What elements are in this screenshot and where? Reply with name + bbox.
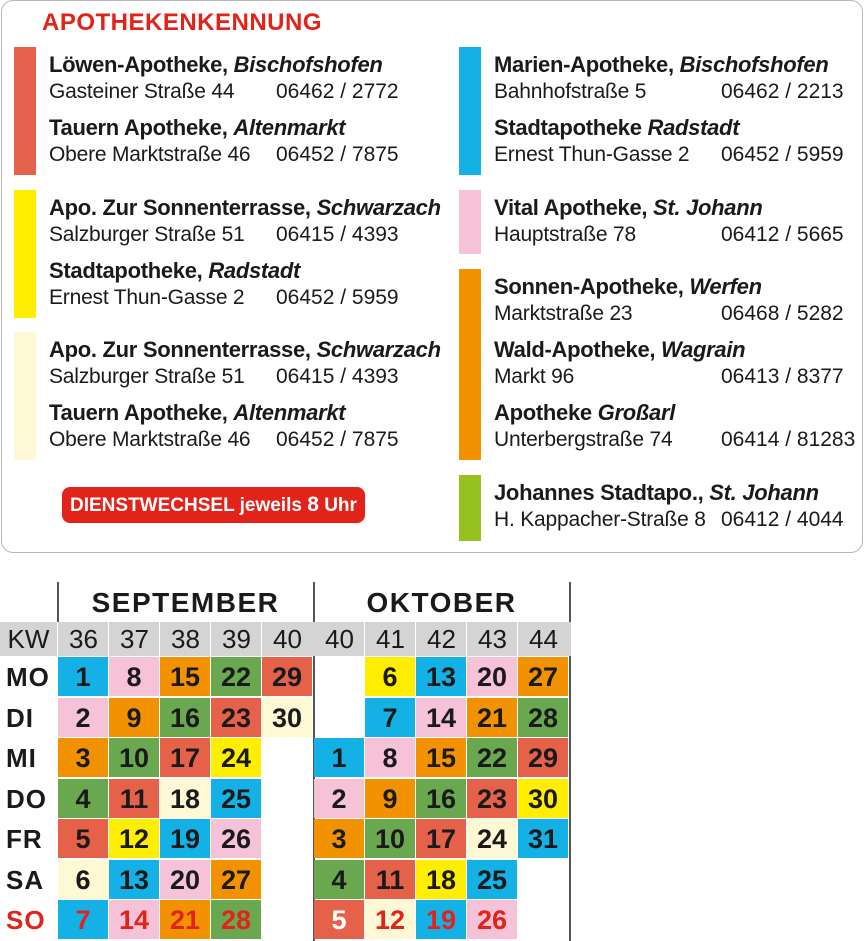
calendar-day-cell: 22: [467, 738, 517, 777]
calendar-day-cell: 12: [365, 900, 415, 939]
pharmacy-name-text: Löwen-Apotheke,: [49, 52, 228, 77]
calendar-day-cell: 23: [211, 698, 261, 737]
calendar-day-cell: 25: [467, 860, 517, 899]
calendar-day-cell: 8: [109, 657, 159, 696]
legend-group-cream: [14, 332, 441, 460]
pharmacy-town: Werfen: [689, 274, 762, 299]
week-separator: [108, 622, 109, 656]
calendar-day-cell: 4: [314, 860, 364, 899]
pharmacy-town: Altenmarkt: [233, 115, 346, 140]
pharmacy-name: [494, 52, 865, 78]
weekday-label: FR: [6, 824, 43, 854]
color-swatch-yellow: [14, 190, 36, 318]
calendar-day-cell: 22: [211, 657, 261, 696]
pharmacy-address: Hauptstraße 78: [494, 223, 636, 246]
color-swatch-orange: [459, 269, 481, 460]
badge-hour: 8: [307, 493, 319, 516]
color-swatch-blue: [459, 47, 481, 175]
pharmacy-name-text: Stadtapotheke,: [49, 258, 203, 283]
pharmacy-name: [494, 274, 865, 300]
calendar-day-cell: 29: [262, 657, 312, 696]
pharmacy-entry: [49, 115, 439, 169]
calendar-day-cell: 13: [109, 860, 159, 899]
calendar-day-cell: 31: [518, 819, 568, 858]
week-separator: [210, 622, 211, 656]
legend-group-orange: [459, 269, 865, 460]
calendar-day-cell: 14: [109, 900, 159, 939]
week-number: 40: [325, 624, 354, 654]
pharmacy-name-text: Tauern Apotheke,: [49, 115, 228, 140]
calendar-day-cell: 9: [109, 698, 159, 737]
pharmacy-name-text: Vital Apotheke,: [494, 195, 648, 220]
pharmacy-entry: [494, 52, 865, 106]
pharmacy-town: Bischofshofen: [233, 52, 383, 77]
pharmacy-phone: 06413 / 8377: [721, 365, 844, 388]
calendar-day-cell: 1: [58, 657, 108, 696]
weekday-label: SA: [6, 864, 45, 895]
calendar-day-cell: 30: [262, 698, 312, 737]
pharmacy-entry: [494, 337, 865, 391]
calendar-day-cell: 2: [58, 698, 108, 737]
pharmacy-town: Schwarzach: [316, 195, 441, 220]
pharmacy-town: Schwarzach: [316, 337, 441, 362]
calendar-day-cell: 28: [518, 698, 568, 737]
pharmacy-entry: [494, 480, 865, 534]
calendar-day-cell: 20: [160, 860, 210, 899]
color-swatch-cream: [14, 332, 36, 460]
week-number: 44: [529, 624, 558, 654]
pharmacy-phone: 06452 / 7875: [276, 428, 399, 451]
calendar-day-cell: 12: [109, 819, 159, 858]
calendar-day-cell: 26: [467, 900, 517, 939]
calendar-day-cell: 18: [416, 860, 466, 899]
calendar-day-cell: 29: [518, 738, 568, 777]
pharmacy-name: [49, 400, 439, 426]
calendar-day-cell: 26: [211, 819, 261, 858]
color-swatch-red: [14, 47, 36, 175]
pharmacy-entry: [49, 258, 439, 312]
pharmacy-address: Gasteiner Straße 44: [49, 80, 235, 103]
calendar-day-cell: 3: [314, 819, 364, 858]
kw-label: KW: [7, 624, 50, 654]
week-separator: [466, 622, 467, 656]
pharmacy-address: Bahnhofstraße 5: [494, 80, 647, 103]
pharmacy-name-text: Apo. Zur Sonnenterrasse,: [49, 337, 311, 362]
week-number: 41: [376, 624, 405, 654]
calendar-day-cell: 3: [58, 738, 108, 777]
calendar-day-cell: 8: [365, 738, 415, 777]
pharmacy-phone: 06412 / 5665: [721, 223, 844, 246]
pharmacy-name-text: Apo. Zur Sonnenterrasse,: [49, 195, 311, 220]
weekday-label: MI: [6, 743, 37, 773]
pharmacy-name: [49, 258, 439, 284]
legend-card: [1, 0, 863, 553]
pharmacy-name: [49, 52, 439, 78]
pharmacy-name-text: Sonnen-Apotheke,: [494, 274, 684, 299]
calendar-day-cell: 11: [365, 860, 415, 899]
legend-group-green: [459, 475, 865, 541]
pharmacy-phone: 06414 / 81283: [721, 428, 856, 451]
pharmacy-address: Ernest Thun-Gasse 2: [494, 143, 690, 166]
calendar-day-cell: 6: [365, 657, 415, 696]
pharmacy-phone: 06462 / 2772: [276, 80, 399, 103]
week-number: 38: [171, 624, 200, 654]
calendar-day-cell: 10: [109, 738, 159, 777]
pharmacy-town: Altenmarkt: [233, 400, 346, 425]
pharmacy-town: Radstadt: [647, 115, 740, 140]
pharmacy-phone: 06452 / 7875: [276, 143, 399, 166]
calendar-day-cell: 7: [365, 698, 415, 737]
badge-suffix: Uhr: [324, 495, 357, 516]
pharmacy-phone: 06415 / 4393: [276, 223, 399, 246]
pharmacy-name-text: Apotheke: [494, 400, 592, 425]
calendar-day-cell: 24: [211, 738, 261, 777]
pharmacy-name-text: Johannes Stadtapo.,: [494, 480, 704, 505]
calendar-day-cell: 18: [160, 779, 210, 818]
weekday-label: MO: [6, 662, 50, 692]
weekday-label: DO: [6, 783, 47, 814]
color-swatch-green: [459, 475, 481, 541]
pharmacy-name: [494, 115, 865, 141]
calendar-day-cell: 13: [416, 657, 466, 696]
pharmacy-address: Salzburger Straße 51: [49, 365, 245, 388]
legend-group-red: [14, 47, 434, 175]
pharmacy-town: Bischofshofen: [679, 52, 829, 77]
calendar-day-cell: 19: [160, 819, 210, 858]
calendar-day-cell: 16: [160, 698, 210, 737]
legend-group-pink: [459, 190, 865, 254]
legend-group-blue: [459, 47, 865, 175]
calendar-day-cell: 2: [314, 779, 364, 818]
pharmacy-town: St. Johann: [709, 480, 819, 505]
pharmacy-entry: [49, 400, 439, 454]
calendar-day-cell: 21: [467, 698, 517, 737]
week-separator: [261, 622, 262, 656]
pharmacy-name: [49, 337, 439, 363]
calendar-day-cell: 10: [365, 819, 415, 858]
calendar-day-cell: 30: [518, 779, 568, 818]
calendar-day-cell: 27: [211, 860, 261, 899]
pharmacy-name-text: Stadtapotheke: [494, 115, 642, 140]
week-number: 37: [120, 624, 149, 654]
pharmacy-name: [49, 115, 439, 141]
week-number: 39: [222, 624, 251, 654]
pharmacy-town: St. Johann: [653, 195, 763, 220]
calendar-day-cell: 27: [518, 657, 568, 696]
pharmacy-entry: [494, 195, 865, 249]
color-swatch-pink: [459, 190, 481, 254]
pharmacy-address: Obere Marktstraße 46: [49, 428, 251, 451]
calendar-day-cell: 5: [58, 819, 108, 858]
week-number: 40: [273, 624, 302, 654]
week-number: 43: [478, 624, 507, 654]
pharmacy-address: Marktstraße 23: [494, 302, 633, 325]
pharmacy-name: [49, 195, 439, 221]
pharmacy-address: Unterbergstraße 74: [494, 428, 673, 451]
calendar-day-cell: 1: [314, 738, 364, 777]
legend-title: APOTHEKENKENNUNG: [42, 9, 323, 36]
pharmacy-phone: 06452 / 5959: [276, 286, 399, 309]
calendar-day-cell: 19: [416, 900, 466, 939]
pharmacy-phone: 06415 / 4393: [276, 365, 399, 388]
week-number: 42: [427, 624, 456, 654]
week-separator: [364, 622, 365, 656]
pharmacy-phone: 06462 / 2213: [721, 80, 844, 103]
pharmacy-phone: 06452 / 5959: [721, 143, 844, 166]
calendar-day-cell: 17: [416, 819, 466, 858]
pharmacy-entry: [49, 195, 439, 249]
pharmacy-entry: [49, 52, 439, 106]
pharmacy-entry: [494, 274, 865, 328]
week-number: 36: [69, 624, 98, 654]
pharmacy-town: Radstadt: [208, 258, 301, 283]
calendar-day-cell: 24: [467, 819, 517, 858]
calendar-day-cell: 20: [467, 657, 517, 696]
pharmacy-town: Wagrain: [661, 337, 746, 362]
calendar-day-cell: 17: [160, 738, 210, 777]
pharmacy-phone: 06412 / 4044: [721, 508, 844, 531]
weekday-label: DI: [6, 702, 34, 733]
calendar-day-cell: 6: [58, 860, 108, 899]
month-september: SEPTEMBER: [91, 587, 280, 618]
calendar-day-cell: 4: [58, 779, 108, 818]
pharmacy-address: Salzburger Straße 51: [49, 223, 245, 246]
pharmacy-address: Obere Marktstraße 46: [49, 143, 251, 166]
pharmacy-name: [494, 195, 865, 221]
pharmacy-name-text: Wald-Apotheke,: [494, 337, 656, 362]
duty-calendar: [0, 582, 571, 941]
week-separator: [415, 622, 416, 656]
calendar-day-cell: 25: [211, 779, 261, 818]
calendar-day-cell: 15: [416, 738, 466, 777]
pharmacy-address: Markt 96: [494, 365, 575, 388]
pharmacy-name: [494, 480, 865, 506]
week-separator: [159, 622, 160, 656]
pharmacy-phone: 06468 / 5282: [721, 302, 844, 325]
calendar-day-cell: 21: [160, 900, 210, 939]
pharmacy-name-text: Tauern Apotheke,: [49, 400, 228, 425]
calendar-day-cell: 28: [211, 900, 261, 939]
pharmacy-name: [494, 337, 865, 363]
pharmacy-address: Ernest Thun-Gasse 2: [49, 286, 245, 309]
pharmacy-name-text: Marien-Apotheke,: [494, 52, 674, 77]
week-number-row: [0, 622, 571, 656]
legend-group-yellow: [14, 190, 441, 318]
calendar-day-cell: 23: [467, 779, 517, 818]
duty-change-badge: [62, 487, 365, 523]
month-oktober: OKTOBER: [366, 587, 517, 618]
calendar-day-cell: 7: [58, 900, 108, 939]
pharmacy-name: [494, 400, 865, 426]
weekday-label: SO: [6, 905, 46, 935]
week-separator: [57, 622, 58, 656]
pharmacy-entry: [49, 337, 439, 391]
week-separator: [517, 622, 518, 656]
pharmacy-address: H. Kappacher-Straße 8: [494, 508, 706, 531]
pharmacy-entry: [494, 115, 865, 169]
badge-prefix: DIENSTWECHSEL jeweils: [70, 495, 302, 516]
calendar-day-cell: 11: [109, 779, 159, 818]
calendar-day-cell: 16: [416, 779, 466, 818]
calendar-day-cell: 9: [365, 779, 415, 818]
calendar-day-cell: 5: [314, 900, 364, 939]
calendar-day-cell: 14: [416, 698, 466, 737]
calendar-day-cell: 15: [160, 657, 210, 696]
pharmacy-entry: [494, 400, 865, 454]
pharmacy-town: Großarl: [597, 400, 676, 425]
